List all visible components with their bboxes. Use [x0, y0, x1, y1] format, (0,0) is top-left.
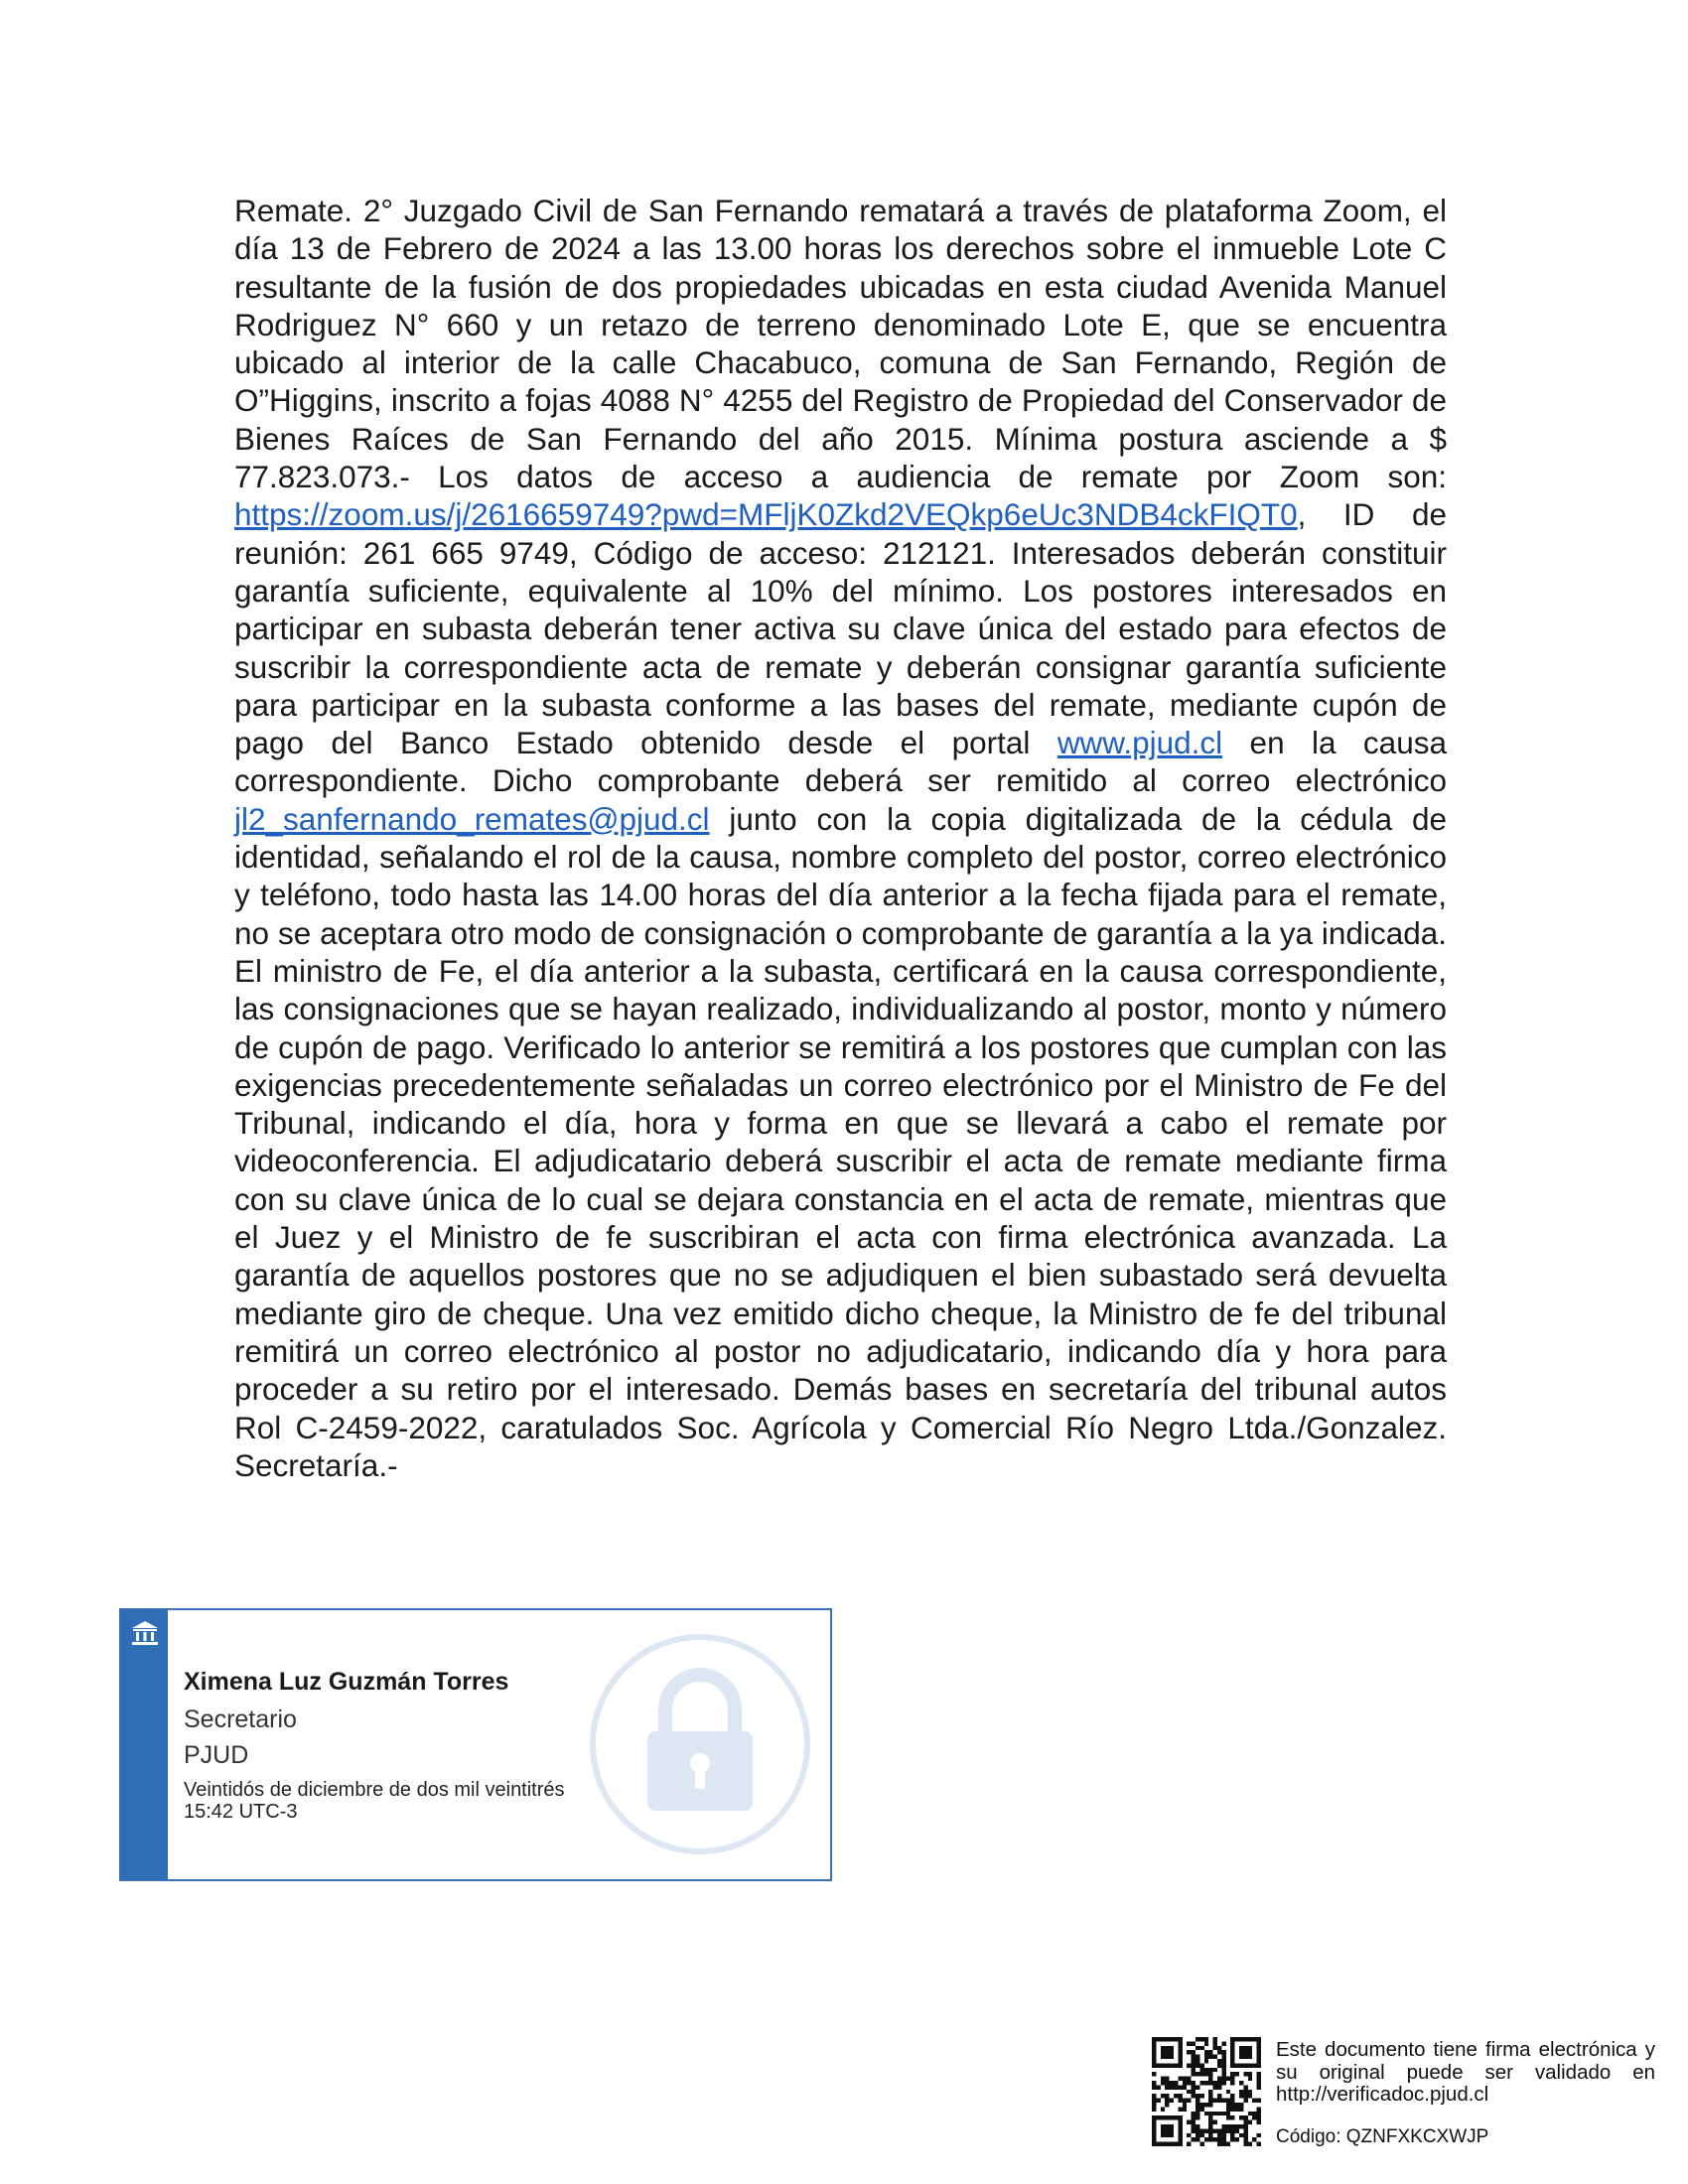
- zoom-link[interactable]: https://zoom.us/j/2616659749?pwd=MFljK0Zkd2VEQkp6eUc3NDB4ckFIQT0: [234, 496, 1298, 533]
- bank-icon: [130, 1618, 160, 1648]
- electronic-signature-box: [119, 1608, 832, 1881]
- pjud-portal-link[interactable]: www.pjud.cl: [1056, 725, 1223, 761]
- auction-notice-text: [234, 192, 1447, 1484]
- signature-timestamp: [184, 1779, 565, 1823]
- notice-text-part-4: junto con la copia digitalizada de la cédula de identidad, señalando el rol de la causa, nombre completo del postor, correo electrónico y teléfono, todo hasta las 14.00 horas del día anterior a la fecha fijada para el remate, no se aceptara otro modo de consignación o comprobante de garantía a la ya indicada. El ministro de Fe, el día anterior a la subasta, certificará en la causa correspondiente, las consignaciones que se hayan realizado, individualizando al postor, monto y número de cupón de pago. Verificado lo anterior se remitirá a los postores que cumplan con las exigencias precedentemente señaladas un correo electrónico por el Ministro de Fe del Tribunal, indicando el día, hora y forma en que se llevará a cabo el remate por videoconferencia. El adjudicatario deberá suscribir el acta de remate mediante firma con su clave única de lo cual se dejara constancia en el acta de remate, mientras que el Juez y el Ministro de fe suscribiran el acta con firma electrónica avanzada. La garantía de aquellos postores que no se adjudiquen el bien subastado será devuelta mediante giro de cheque. Una vez emitido dicho cheque, la Ministro de fe del tribunal remitirá un correo electrónico al postor no adjudicatario, indicando día y hora para proceder a su retiro por el interesado. Demás bases en secretaría del tribunal autos Rol C-2459-2022, caratulados Soc. Agrícola y Comercial Río Negro Ltda./Gonzalez. Secretaría.-: [234, 800, 1447, 1483]
- notice-text-part-1: Remate. 2° Juzgado Civil de San Fernando rematará a través de plataforma Zoom, el día 13 de Febrero de 2024 a las 13.00 horas los derechos sobre el inmueble Lote C resultante de la fusión de dos propiedades ubicadas en esta ciudad Avenida Manuel Rodriguez N° 660 y un retazo de terreno denominado Lote E, que se encuentra ubicado al interior de la calle Chacabuco, comuna de San Fernando, Región de O”Higgins, inscrito a fojas 4088 N° 4255 del Registro de Propiedad del Conservador de Bienes Raíces de San Fernando del año 2015. Mínima postura asciende a $ 77.823.073.- Los datos de acceso a audiencia de remate por Zoom son:: [234, 193, 1447, 495]
- signer-organization: PJUD: [184, 1741, 249, 1769]
- signer-name: Ximena Luz Guzmán Torres: [184, 1668, 509, 1696]
- verification-code: Código: QZNFXKCXWJP: [1276, 2126, 1489, 2147]
- signature-time: 15:42 UTC-3: [184, 1801, 298, 1823]
- notice-text-part-2: , ID de reunión: 261 665 9749, Código de acceso: 212121. Interesados deberán constituir garantía suficiente, equivalente al 10% del mínimo. Los postores interesados en participar en subasta deberán tener activa su clave única del estado para efectos de suscribir la correspondiente acta de remate y deberán consignar garantía suficiente para participar en la subasta conforme a las bases del remate, mediante cupón de pago del Banco Estado obtenido desde el portal: [234, 496, 1447, 761]
- verification-notice: Este documento tiene firma electrónica y su original puede ser validado en http://verificadoc.pjud.cl: [1276, 2038, 1655, 2106]
- notice-text-part-3: en la causa correspondiente. Dicho comprobante deberá ser remitido al correo electrónico: [234, 725, 1447, 799]
- signer-role: Secretario: [184, 1706, 297, 1733]
- signature-date: Veintidós de diciembre de dos mil veintitrés: [184, 1779, 565, 1801]
- signature-stripe: [121, 1610, 168, 1879]
- qr-code-icon: [1152, 2037, 1261, 2146]
- lock-icon: [588, 1632, 812, 1856]
- email-link[interactable]: jl2_sanfernando_remates@pjud.cl: [234, 800, 710, 837]
